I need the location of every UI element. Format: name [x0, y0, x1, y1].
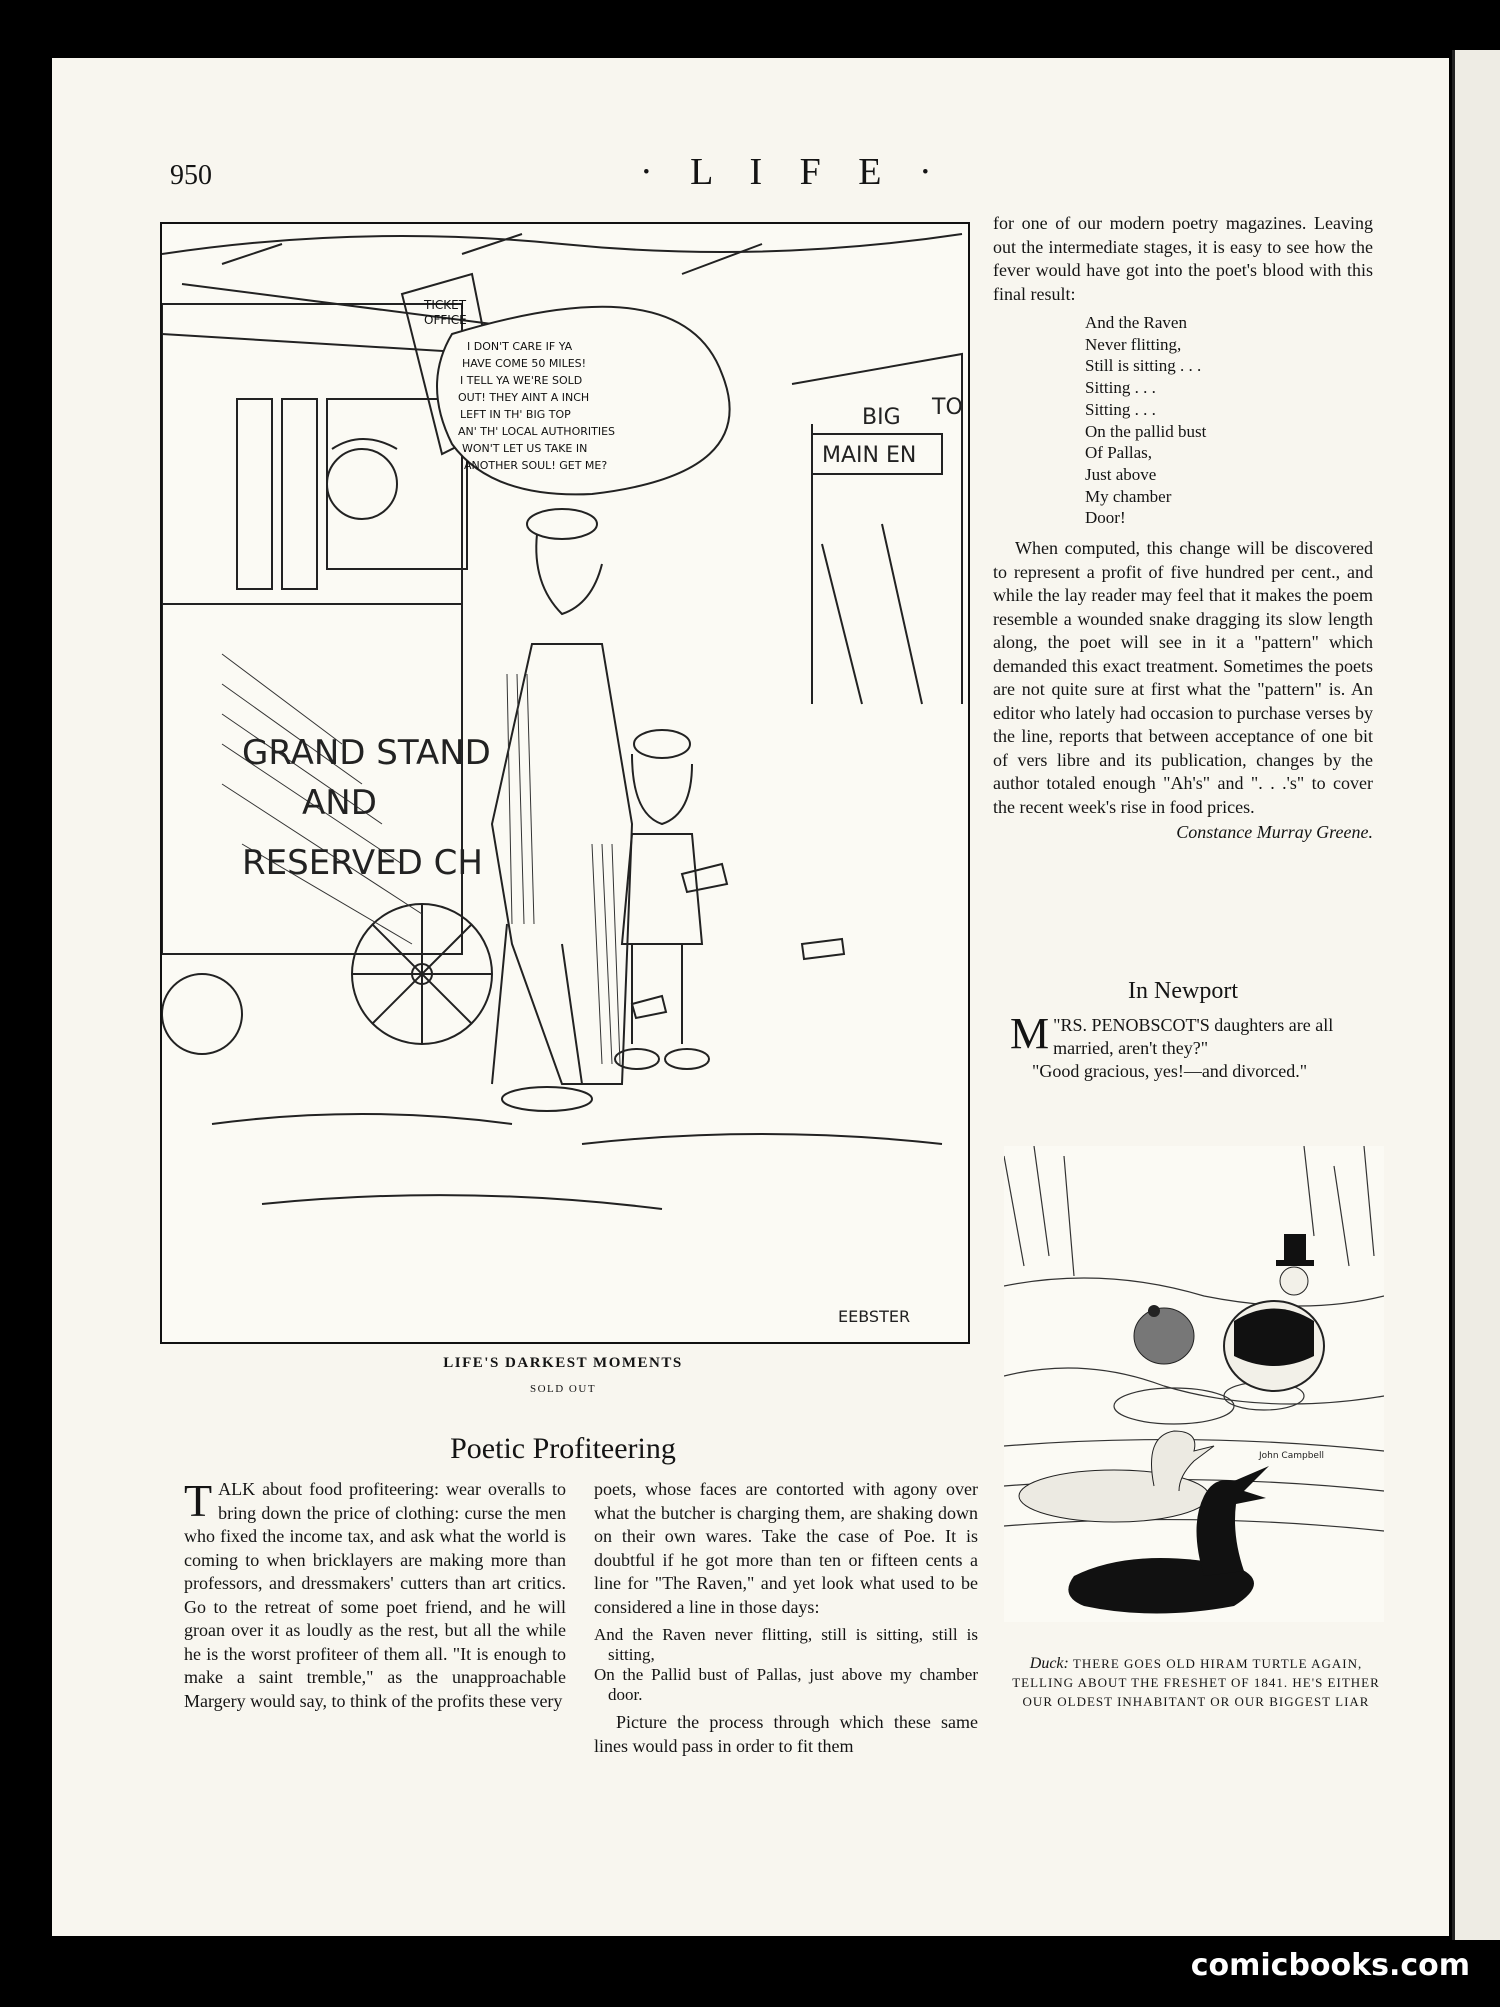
duck-turtle-drawing — [1004, 1146, 1384, 1622]
page-number: 950 — [170, 160, 212, 191]
speech-line: HAVE COME 50 MILES! — [462, 357, 587, 370]
duck-speaker: Duck: — [1029, 1655, 1069, 1672]
poem-line: Sitting . . . — [1085, 399, 1156, 419]
poem-line: Sitting . . . — [1085, 378, 1156, 398]
verse-line: On the Pallid bust of Pallas, just above my chamber door. — [594, 1665, 978, 1704]
duck-caption-text: THERE GOES OLD HIRAM TURTLE AGAIN, TELLING ABOUT THE FRESHET OF 1841. HE'S EITHER OUR OLDEST INHABITANT OR OUR BIGGEST LIAR — [1012, 1656, 1380, 1709]
cartoon-caption-subtitle: SOLD OUT — [529, 1383, 597, 1395]
newport-line: RS. PENOBSCOT'S daughters are all married, aren't they?" — [1053, 1015, 1334, 1058]
speech-line: ANOTHER SOUL! GET ME? — [464, 459, 608, 472]
article-column-1 — [184, 1475, 566, 1713]
speech-line: LEFT IN TH' BIG TOP — [460, 408, 571, 421]
poem-line: Of Pallas, — [1085, 443, 1153, 463]
poem-line: Still is sitting . . . — [1085, 356, 1202, 376]
author-signature: Constance Murray Greene. — [1176, 822, 1373, 843]
article-paragraph: Picture the process through which these same lines would pass in order to fit them — [594, 1712, 978, 1756]
newport-line: "Good gracious, yes!—and divorced." — [1032, 1061, 1308, 1081]
running-head: · L I F E · — [640, 151, 946, 193]
article-title: Poetic Profiteering — [450, 1432, 676, 1465]
poem-line: Door! — [1085, 508, 1126, 528]
duck-artist-signature: John Campbell — [1259, 1451, 1324, 1461]
speech-line: WON'T LET US TAKE IN — [462, 442, 588, 455]
verse-line: And the Raven never flitting, still is sitting, still is sitting, — [594, 1625, 978, 1664]
article-paragraph: poets, whose faces are contorted with agony over what the butcher is charging them, are shaking down on their own wares. Take the case of Poe. It is doubtful if he got more than ten or fifteen cents a line for "The Raven," and yet look what used to be considered a line in those days: — [594, 1479, 978, 1617]
article-paragraph: ALK about food profiteering: wear overalls to bring down the price of clothing: curse the men who fixed the income tax, and ask what the world is coming to when bricklayers are making more than professors, and dressmakers' cutters than art critics. Go to the retreat of some poet friend, and he will groan over it as loudly as the rest, but all the while he is the worst profiteer of them all. "It is enough to make a saint tremble," as the unapproachable Margery would say, to think of the profits these very — [184, 1479, 566, 1711]
article-paragraph: When computed, this change will be discovered to represent a profit of five hundred per cent., and while the lay reader may feel that it makes the poem resemble a wounded snake dragging its slow length along, the poet will see in it a "pattern" which demanded this exact treatment. Sometimes the poets are not quite sure at first what the "pattern" is. An editor who lately had occasion to purchase verses by the line, reports that between acceptance of one bit of vers libre and its publication, changes by the author totaled enough "Ah's" and ". . .'s" to cover the recent week's rise in food prices. — [993, 538, 1373, 817]
poem-line: Just above — [1085, 464, 1157, 484]
speech-line: AN' TH' LOCAL AUTHORITIES — [458, 425, 616, 438]
cartoon-drawing — [162, 224, 968, 1342]
poem-line: My chamber — [1085, 486, 1172, 506]
article-paragraph: for one of our modern poetry magazines. Leaving out the intermediate stages, it is easy to see how the fever would have got into the poet's blood with this final result: — [993, 213, 1373, 304]
speech-line: I DON'T CARE IF YA — [467, 340, 573, 353]
speech-line: OUT! THEY AINT A INCH — [458, 391, 590, 404]
poem-line: Never flitting, — [1085, 334, 1182, 354]
drop-cap: M — [1010, 1009, 1050, 1058]
tent-sign: TO BIG MAIN EN — [822, 395, 963, 468]
poem-line: And the Raven — [1085, 313, 1187, 332]
artist-signature: EEBSTER — [838, 1307, 911, 1326]
adjacent-page-edge — [1452, 50, 1500, 1940]
speech-line: I TELL YA WE'RE SOLD — [460, 374, 583, 387]
cartoon-sold-out — [160, 222, 970, 1344]
newport-joke: " M RS. PENOBSCOT'S daughters are all married, aren't they?" "Good gracious, yes!—and divorced." — [1010, 1014, 1376, 1083]
modern-poem — [1085, 312, 1373, 529]
quoted-verse — [594, 1625, 978, 1705]
duck-turtle-cartoon — [1004, 1146, 1384, 1622]
duck-caption — [1008, 1654, 1384, 1711]
article-column-2 — [594, 1478, 978, 1758]
wagon-lettering: GRAND STAND AND RESERVED CH — [242, 733, 491, 883]
article-column-3 — [993, 212, 1373, 845]
ticket-office-sign: TICKET OFFICE — [424, 298, 467, 327]
watermark: comicbooks.com — [1190, 1948, 1470, 1983]
cartoon-caption-title: LIFE'S DARKEST MOMENTS — [443, 1355, 683, 1371]
newport-title: In Newport — [1128, 978, 1238, 1004]
poem-line: On the pallid bust — [1085, 421, 1207, 441]
drop-cap: T — [184, 1475, 213, 1526]
